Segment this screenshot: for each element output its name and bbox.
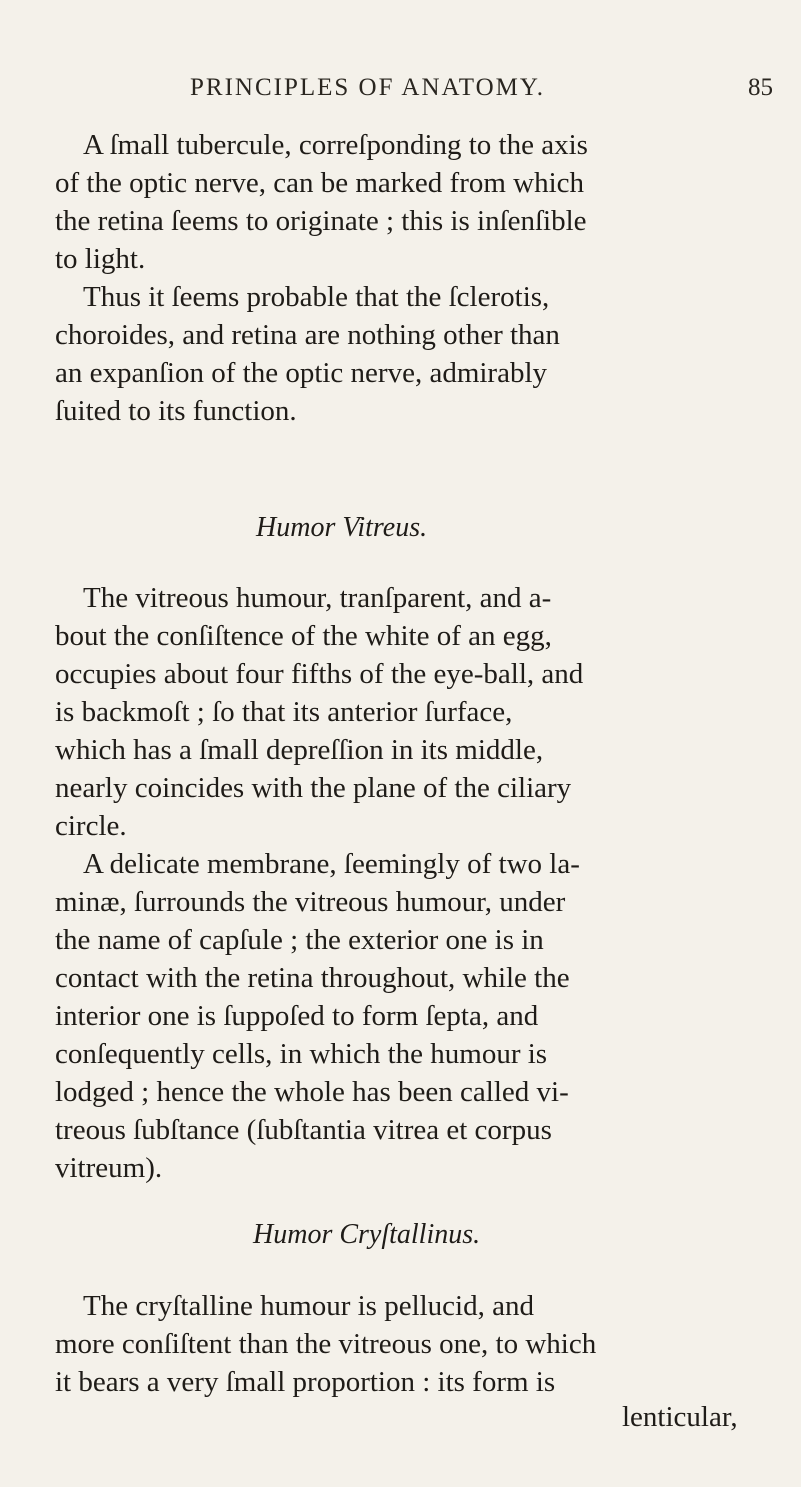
page-number: 85 bbox=[748, 74, 773, 101]
text-line: minæ, ſurrounds the vitreous humour, under bbox=[55, 886, 566, 918]
text-line: conſequently cells, in which the humour is bbox=[55, 1038, 548, 1070]
text-line: of the optic nerve, can be marked from which bbox=[55, 167, 585, 199]
text-line: the retina ſeems to originate ; this is inſenſible bbox=[55, 205, 587, 237]
text-line: A delicate membrane, ſeemingly of two la- bbox=[83, 848, 580, 880]
paragraph-block-3 bbox=[55, 1287, 768, 1401]
text-line: to light. bbox=[55, 243, 146, 275]
text-line: which has a ſmall depreſſion in its middle, bbox=[55, 734, 544, 766]
text-line: treous ſubſtance (ſubſtantia vitrea et corpus bbox=[55, 1114, 552, 1146]
paragraph-block-2 bbox=[55, 579, 768, 1187]
text-line: The vitreous humour, tranſparent, and a- bbox=[83, 582, 552, 614]
text-line: choroides, and retina are nothing other than bbox=[55, 319, 560, 351]
text-line: an expanſion of the optic nerve, admirably bbox=[55, 357, 548, 389]
running-title: PRINCIPLES OF ANATOMY. bbox=[190, 74, 545, 101]
text-line: bout the conſiſtence of the white of an egg, bbox=[55, 620, 552, 652]
section-heading-crystallinus: Humor Cryſtallinus. bbox=[253, 1219, 481, 1250]
text-line: Thus it ſeems probable that the ſclerotis, bbox=[83, 281, 550, 313]
section-heading-vitreus: Humor Vitreus. bbox=[256, 512, 428, 543]
text-line: ſuited to its function. bbox=[55, 395, 297, 427]
paragraph-block-1 bbox=[55, 126, 768, 430]
text-line: more conſiſtent than the vitreous one, to which bbox=[55, 1328, 597, 1360]
text-line: is backmoſt ; ſo that its anterior ſurface, bbox=[55, 696, 513, 728]
text-line-final: lenticular, bbox=[622, 1401, 738, 1433]
text-line: the name of capſule ; the exterior one is in bbox=[55, 924, 544, 956]
text-line: it bears a very ſmall proportion : its form is bbox=[55, 1366, 556, 1398]
text-line: lodged ; hence the whole has been called vi- bbox=[55, 1076, 569, 1108]
text-line: interior one is ſuppoſed to form ſepta, and bbox=[55, 1000, 539, 1032]
text-line: The cryſtalline humour is pellucid, and bbox=[83, 1290, 534, 1322]
text-line: A ſmall tubercule, correſponding to the axis bbox=[83, 129, 588, 161]
text-line: vitreum). bbox=[55, 1152, 163, 1184]
text-line: nearly coincides with the plane of the ciliary bbox=[55, 772, 572, 804]
text-line: occupies about four fifths of the eye-ball, and bbox=[55, 658, 584, 690]
text-line: contact with the retina throughout, while the bbox=[55, 962, 570, 994]
text-line: circle. bbox=[55, 810, 127, 842]
